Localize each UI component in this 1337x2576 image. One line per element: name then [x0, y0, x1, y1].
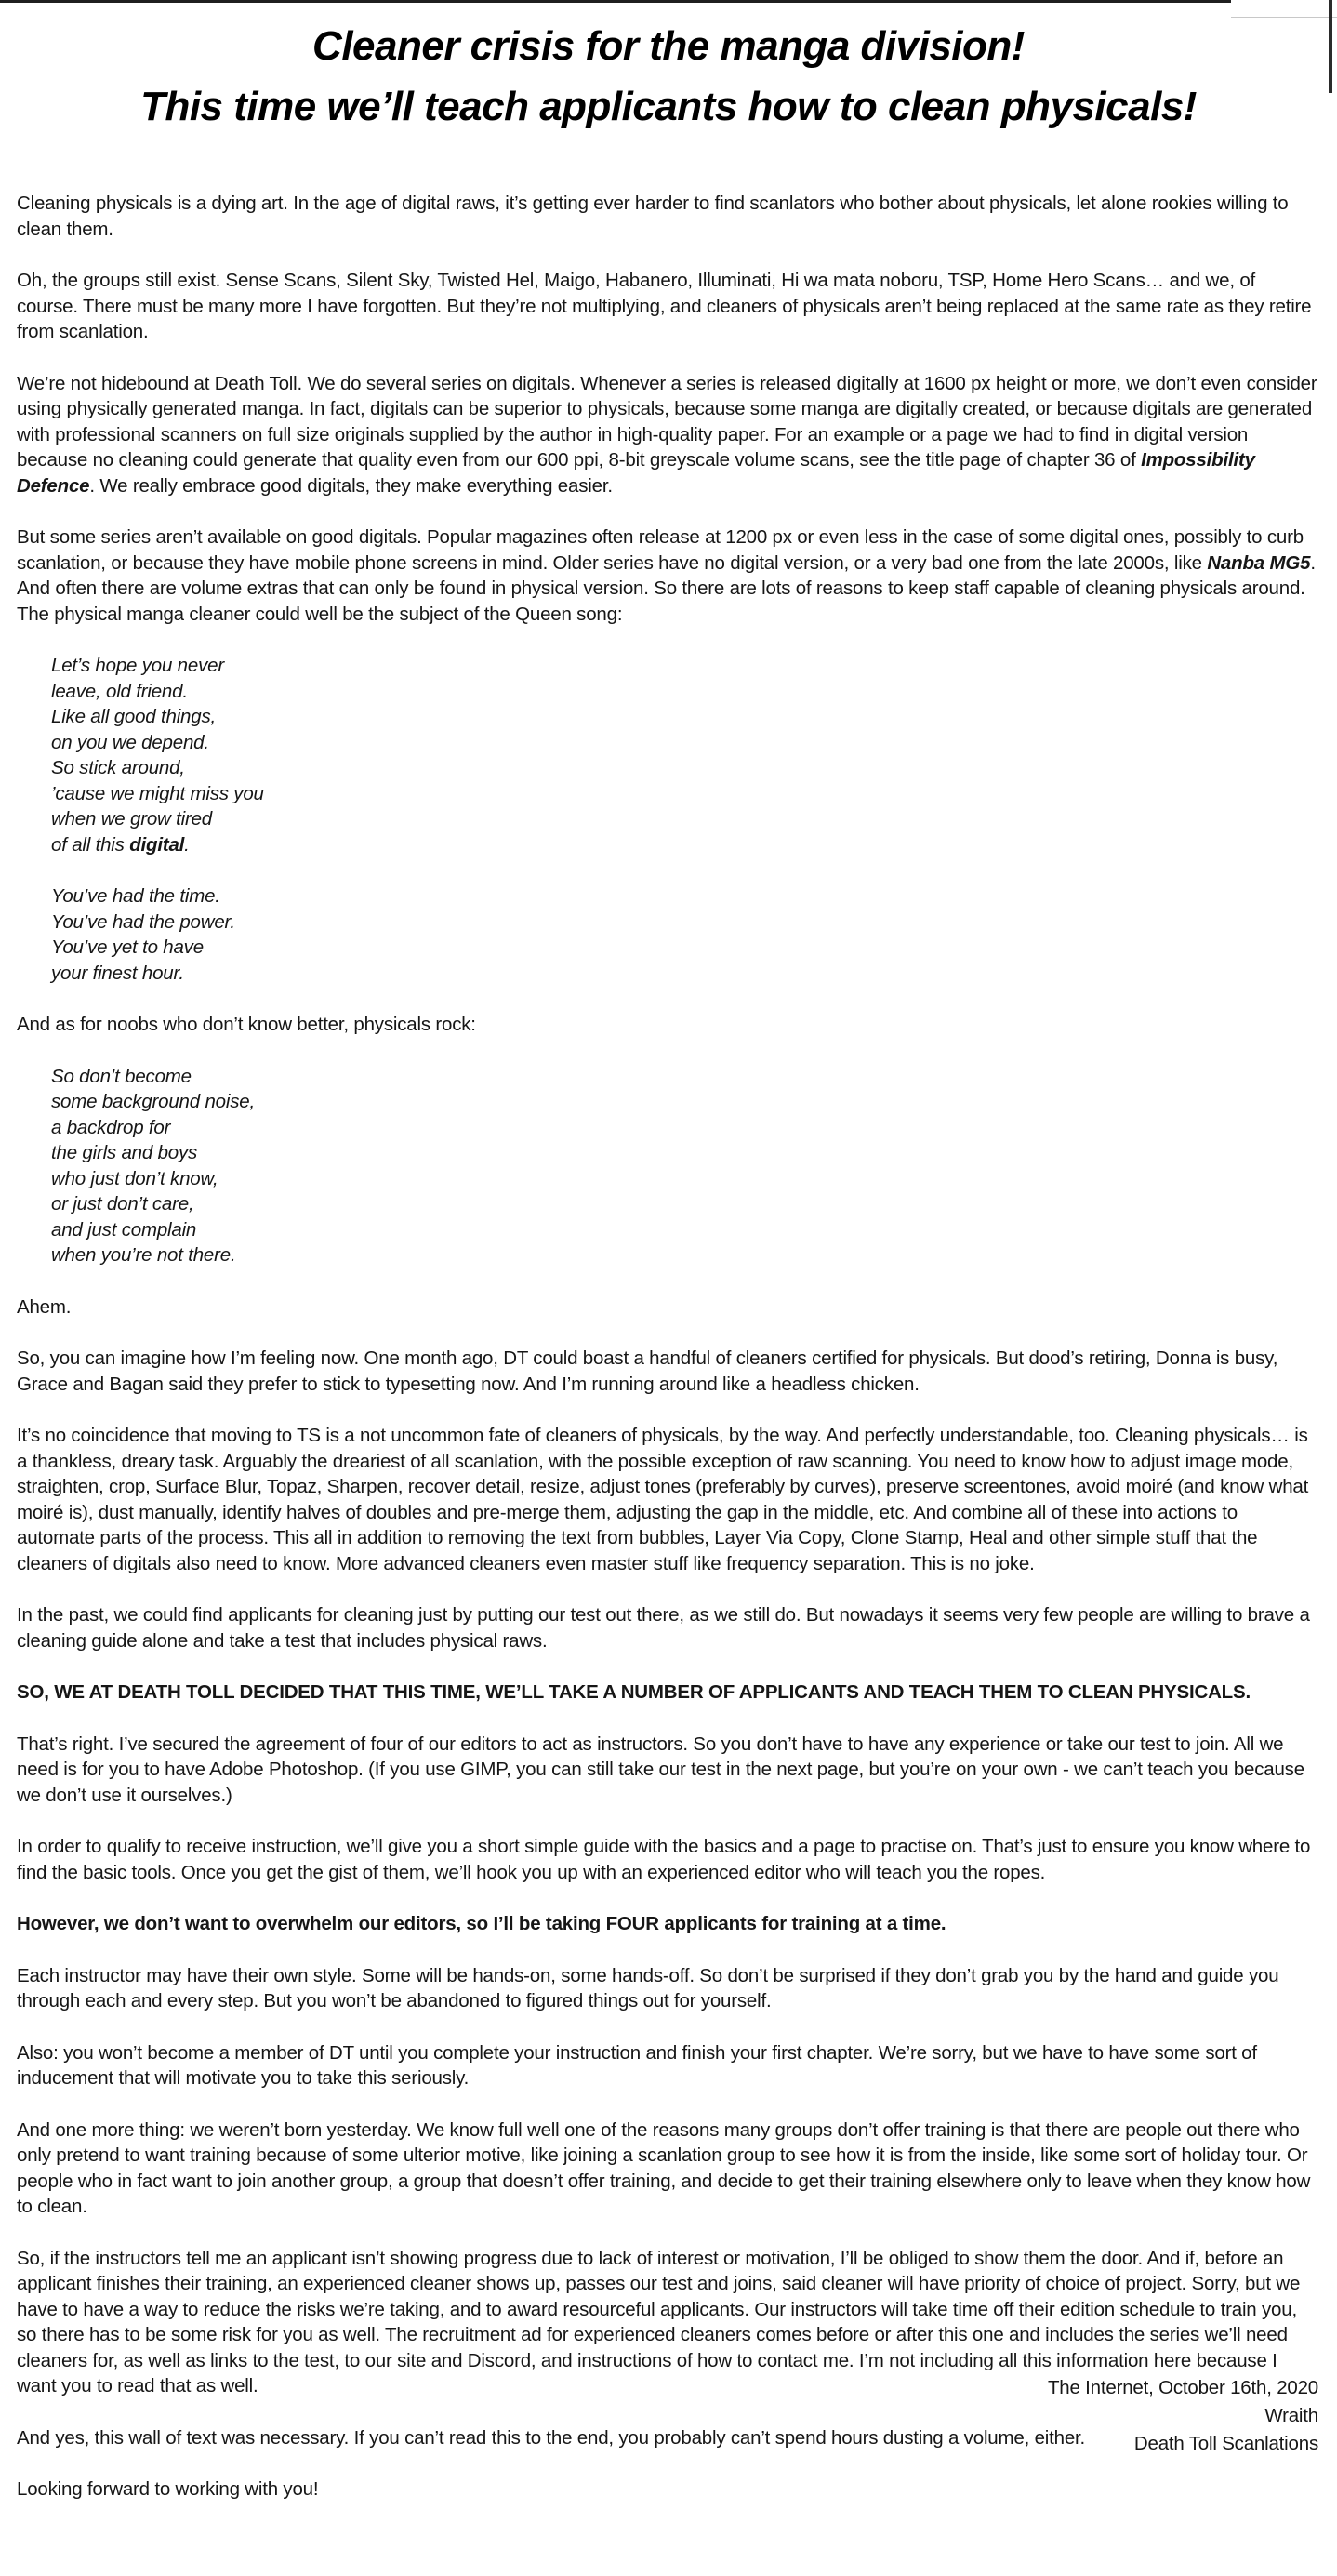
text-run: Like all good things,	[51, 706, 217, 728]
text-run: the girls and boys	[51, 1142, 198, 1164]
poem-line	[51, 781, 1320, 807]
text-run: a backdrop for	[51, 1116, 171, 1138]
scrollbar-track	[1231, 0, 1337, 18]
paragraph	[17, 268, 1320, 345]
paragraph	[17, 1732, 1320, 1809]
poem-line	[51, 1140, 1320, 1166]
paragraph	[17, 2040, 1320, 2091]
text-run: when we grow tired	[51, 808, 213, 830]
signature-group: Death Toll Scanlations	[1133, 2433, 1318, 2454]
text-run: And as for noobs who don’t know better, physicals rock:	[17, 1014, 476, 1036]
poem-line	[51, 730, 1320, 756]
window-top-border	[0, 0, 1231, 3]
poem-line	[51, 1166, 1320, 1192]
text-run: So don’t become	[51, 1065, 192, 1087]
text-run: However, we don’t want to overwhelm our editors, so I’ll be taking FOUR applicants for training at a time.	[17, 1913, 946, 1935]
paragraph	[17, 1963, 1320, 2014]
text-run: SO, WE AT DEATH TOLL DECIDED THAT THIS TIME, WE’LL TAKE A NUMBER OF APPLICANTS AND TEACH THEM TO CLEAN PHYSICALS.	[17, 1681, 1251, 1704]
text-run: It’s no coincidence that moving to TS is a not uncommon fate of cleaners of physicals, by the way. And perfectly understandable, too. Cleaning physicals… is a thankless, dreary task. Arguably the dreariest of all scanlation, with the possible exception of raw scanning. You need to know how to adjust image mode, straighten, crop, Surface Blur, Topaz, Sharpen, recover detail, resize, adjust tones (preferably by curves), preserve screentones, avoid moiré (and know what moiré is), dust manually, identify halves of doubles and pre-merge them, adjusting the gap in the middle, etc. And combine all of these into actions to automate parts of the process. This all in addition to removing the text from bubbles, Layer Via Copy, Clone Stamp, Heal and other simple stuff that the cleaners of digitals also need to know. More advanced cleaners even master stuff like frequency separation. This is no joke.	[17, 1425, 1309, 1574]
poem-line	[51, 832, 1320, 858]
text-run: . We really embrace good digitals, they make everything easier.	[89, 474, 613, 497]
text-run: Nanba MG5	[1207, 551, 1311, 574]
article-body	[17, 191, 1320, 2503]
poem-stanza	[51, 883, 1320, 986]
paragraph	[17, 524, 1320, 627]
text-run: But some series aren’t available on good digitals. Popular magazines often release at 1200 px or even less in the case of some digital ones, possibly to curb scanlation, or because they have mobile phone screens in mind. Older series have no digital version, or a very bad one from the late 2000s, like	[17, 526, 1304, 574]
paragraph	[17, 1295, 1320, 1321]
poem-line	[51, 1191, 1320, 1217]
text-run: .	[184, 833, 190, 856]
text-run: your finest hour.	[51, 962, 184, 984]
paragraph	[17, 1680, 1320, 1706]
poem-line	[51, 1242, 1320, 1268]
text-run: ’cause we might miss you	[51, 782, 264, 804]
scrollbar-thumb[interactable]	[1329, 0, 1332, 93]
poem-line	[51, 1064, 1320, 1090]
text-run: some background noise,	[51, 1091, 255, 1113]
text-run: on you we depend.	[51, 731, 209, 753]
paragraph	[17, 2118, 1320, 2220]
text-run: So, if the instructors tell me an applicant isn’t showing progress due to lack of interest or motivation, I’ll be obliged to show them the door. And if, before an applicant finishes their training, an experienced cleaner shows up, passes our test and joins, said cleaner will have priority of choice of project. Sorry, but we have to have a way to reduce the risks we’re taking, and to award resourceful applicants. Our instructors will take time off their edition schedule to train you, so there has to be some risk for you as well. The recruitment ad for experienced cleaners comes before or after this one and includes the series we’ll need cleaners for, as well as links to the test, to our site and Discord, and instructions of how to contact me. I’m not including all this information here because I want you to read that as well.	[17, 2247, 1301, 2397]
poem-line	[51, 755, 1320, 781]
paragraph	[17, 191, 1320, 242]
text-run: In the past, we could find applicants for cleaning just by putting our test out there, as we still do. But nowadays it seems very few people are willing to brave a cleaning guide alone and take a test that includes physical raws.	[17, 1604, 1310, 1652]
text-run: Looking forward to working with you!	[17, 2478, 319, 2501]
signature-block	[1048, 2374, 1318, 2458]
page-title	[17, 17, 1320, 137]
paragraph	[17, 1911, 1320, 1937]
text-run: So stick around,	[51, 757, 185, 779]
text-run: digital	[129, 833, 185, 856]
poem-line	[51, 961, 1320, 987]
signature-author: Wraith	[1264, 2405, 1318, 2426]
text-run: So, you can imagine how I’m feeling now. One month ago, DT could boast a handful of cleaners certified for physicals. But dood’s retiring, Donna is busy, Grace and Bagan said they prefer to stick to typesetting now. And I’m running around like a headless chicken.	[17, 1348, 1278, 1395]
poem-line	[51, 1115, 1320, 1141]
poem-stanza	[51, 653, 1320, 857]
paragraph	[17, 1602, 1320, 1653]
text-run: who just don’t know,	[51, 1167, 218, 1189]
poem-stanza	[51, 1064, 1320, 1268]
text-run: And yes, this wall of text was necessary. If you can’t read this to the end, you probably can’t spend hours dusting a volume, either.	[17, 2426, 1086, 2449]
poem-line	[51, 1217, 1320, 1243]
text-run: You’ve had the time.	[51, 885, 220, 908]
text-run: and just complain	[51, 1218, 197, 1241]
paragraph	[17, 371, 1320, 499]
text-run: Each instructor may have their own style. Some will be hands-on, some hands-off. So don’t be surprised if they don’t grab you by the hand and guide you through each and every step. But you won’t be abandoned to figured things out for yourself.	[17, 1964, 1279, 2012]
text-run: leave, old friend.	[51, 680, 188, 702]
text-run: or just don’t care,	[51, 1193, 194, 1215]
text-run: Also: you won’t become a member of DT until you complete your instruction and finish your first chapter. We’re sorry, but we have to have some sort of inducement that will motivate you to take this seriously.	[17, 2041, 1257, 2090]
text-run: Ahem.	[17, 1295, 72, 1318]
text-run: Cleaning physicals is a dying art. In the age of digital raws, it’s getting ever harder to find scanlators who bother about physicals, let alone rookies willing to clean them.	[17, 193, 1289, 240]
poem-line	[51, 935, 1320, 961]
text-run: In order to qualify to receive instruction, we’ll give you a short simple guide with the basics and a page to practise on. That’s just to ensure you know where to find the basic tools. Once you get the gist of them, we’ll hook you up with an experienced editor who will teach you the ropes.	[17, 1836, 1311, 1883]
poem-line	[51, 679, 1320, 705]
poem-line	[51, 806, 1320, 832]
title-line-1: Cleaner crisis for the manga division!	[312, 23, 1025, 69]
text-run: . And often there are volume extras that can only be found in physical version. So there are lots of reasons to keep staff capable of cleaning physicals around. The physical manga cleaner could well be the subject of the Queen song:	[17, 551, 1316, 625]
text-run: Let’s hope you never	[51, 655, 224, 677]
poem-line	[51, 1089, 1320, 1115]
paragraph	[17, 1012, 1320, 1038]
text-run: That’s right. I’ve secured the agreement of four of our editors to act as instructors. So you don’t have to have any experience or take our test to join. All we need is for you to have Adobe Photoshop. (If you use GIMP, you can still take our test in the next page, but you’re on your own - we can’t teach you because we don’t use it ourselves.)	[17, 1733, 1304, 1806]
title-line-2: This time we’ll teach applicants how to clean physicals!	[140, 83, 1197, 129]
text-run: You’ve had the power.	[51, 910, 235, 933]
paragraph	[17, 1834, 1320, 1885]
text-run: And one more thing: we weren’t born yesterday. We know full well one of the reasons many groups don’t offer training is that there are people out there who only pretend to want training because of some ulterior motive, like joining a scanlation group to see how it is from the inside, like some sort of holiday tour. Or people who in fact want to join another group, a group that doesn’t offer training, and decide to get their training elsewhere only to leave when they know how to clean.	[17, 2118, 1311, 2218]
paragraph	[17, 2476, 1320, 2503]
paragraph	[17, 1423, 1320, 1576]
poem-line	[51, 704, 1320, 730]
text-run: You’ve yet to have	[51, 936, 204, 959]
text-run: Oh, the groups still exist. Sense Scans, Silent Sky, Twisted Hel, Maigo, Habanero, Illuminati, Hi wa mata noboru, TSP, Home Hero Scans… and we, of course. There must be many more I have forgotten. But they’re not multiplying, and cleaners of physicals aren’t being replaced at the same rate as they retire from scanlation.	[17, 270, 1312, 343]
signature-location-date: The Internet, October 16th, 2020	[1047, 2377, 1318, 2398]
poem-line	[51, 653, 1320, 679]
poem-line	[51, 910, 1320, 936]
poem-line	[51, 883, 1320, 910]
text-run: We’re not hidebound at Death Toll. We do several series on digitals. Whenever a series is released digitally at 1600 px height or more, we don’t even consider using physically generated manga. In fact, digitals can be superior to physicals, because some manga are digitally created, or because digitals are generated with professional scanners on full size originals supplied by the author in high-quality paper. For an example or a page we had to find in digital version because no cleaning could generate that quality even from our 600 ppi, 8-bit greyscale volume scans, see the title page of chapter 36 of	[17, 372, 1317, 471]
text-run: of all this	[51, 833, 130, 856]
text-run: when you’re not there.	[51, 1244, 236, 1267]
text-run: Impossibility Defence	[17, 449, 1255, 497]
paragraph	[17, 1346, 1320, 1397]
